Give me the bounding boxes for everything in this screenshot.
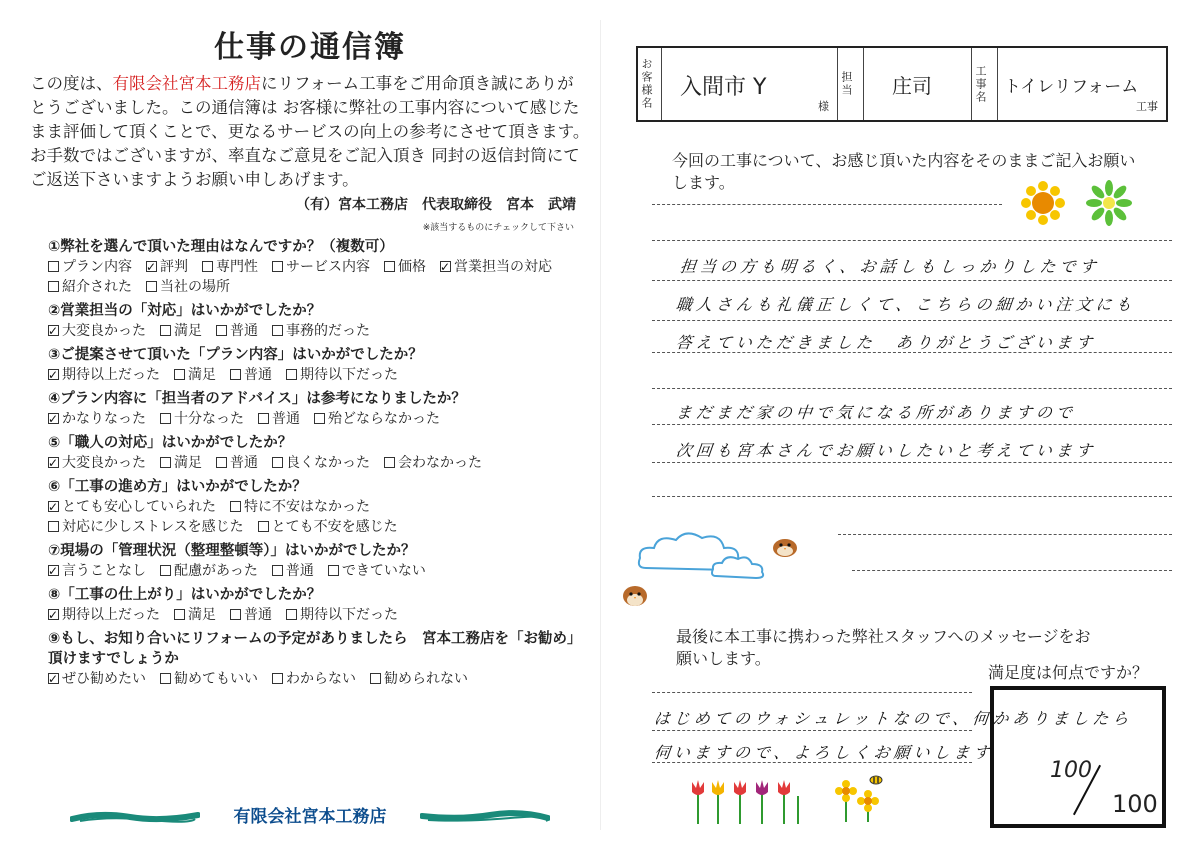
option-label: 普通 (244, 607, 272, 623)
checkbox[interactable] (230, 501, 241, 512)
customer-label: お客様名 (640, 58, 653, 110)
checkbox[interactable] (314, 413, 325, 424)
question-title: ⑨もし、お知り合いにリフォームの予定がありましたら 宮本工務店を「お勧め」頂けますでしょうか (48, 631, 582, 667)
checkbox[interactable] (174, 369, 185, 380)
option-label: 普通 (230, 323, 258, 339)
flowers-with-bee-icon (832, 772, 886, 824)
checkbox[interactable] (160, 325, 171, 336)
dashed-line (652, 424, 1172, 425)
option-item[interactable] (440, 257, 552, 277)
checked-checkbox[interactable] (48, 325, 59, 336)
tulips-icon (688, 776, 808, 826)
option-label: 言うことなし (62, 563, 146, 579)
option-label: 期待以下だった (300, 367, 398, 383)
option-item[interactable] (272, 669, 356, 689)
option-label: 普通 (244, 367, 272, 383)
customer-name: 入間市 Y (680, 75, 767, 100)
checked-checkbox[interactable] (48, 413, 59, 424)
checkbox[interactable] (160, 673, 171, 684)
option-label: わからない (286, 671, 356, 687)
handwritten-line: 職人さんも礼儀正しくて、こちらの細かい注文にも (674, 295, 1137, 314)
option-item[interactable] (48, 453, 146, 473)
option-label: 価格 (398, 259, 426, 275)
sunflower-icon (1020, 180, 1066, 226)
option-label: かなりなった (62, 411, 146, 427)
center-divider (600, 20, 601, 830)
option-item[interactable] (286, 365, 398, 385)
option-label: 満足 (174, 455, 202, 471)
option-label: 期待以下だった (300, 607, 398, 623)
option-item[interactable] (48, 409, 146, 429)
handwritten-line: まだまだ家の中で気になる所がありますので (674, 403, 1077, 422)
option-label: 紹介された (62, 279, 132, 295)
question-title: ①弊社を選んで頂いた理由はなんですか？（複数可） (48, 239, 394, 255)
option-label: 勧めてもいい (174, 671, 258, 687)
question-title: ③ご提案させて頂いた「プラン内容」はいかがでしたか？ (48, 347, 423, 363)
question-block (30, 629, 590, 689)
intro-text (30, 72, 590, 192)
intro-company: 有限会社宮本工務店 (112, 74, 261, 93)
checkbox[interactable] (370, 673, 381, 684)
handwritten-line: はじめてのウォシュレットなので、何かありましたら (652, 709, 1134, 728)
checkbox[interactable] (48, 521, 59, 532)
option-item[interactable] (160, 409, 244, 429)
option-item[interactable] (48, 257, 132, 277)
option-label: プラン内容 (62, 259, 132, 275)
checkbox[interactable] (160, 413, 171, 424)
satisfaction-score: 100 (1050, 758, 1092, 783)
option-item[interactable] (160, 321, 202, 341)
dashed-line (652, 320, 1172, 321)
dashed-line (652, 462, 1172, 463)
checked-checkbox[interactable] (48, 565, 59, 576)
handwritten-line: 答えていただきました ありがとうございます (674, 333, 1097, 352)
option-item[interactable] (160, 669, 258, 689)
option-label: 十分なった (174, 411, 244, 427)
intro-post: にリフォーム工事をご用命頂き誠にありがとうございました。この通信簿は お客様に弊社の工事内容について感じたまま評価して頂くことで、更なるサービスの向上の参考にさせて頂きます。お手数ではございますが、率直なご意見をご記入頂き 同封の返信封筒にてご返送下さいますようお願い申しあげます。 (30, 74, 590, 189)
handwritten-line: 担当の方も明るく、お話しもしっかりしたです (678, 257, 1101, 276)
footer-left (30, 796, 590, 836)
option-label: 配慮があった (174, 563, 258, 579)
customer-info-table (636, 46, 1168, 122)
staff-label-cell (838, 48, 864, 120)
checked-checkbox[interactable] (48, 457, 59, 468)
left-panel (30, 22, 590, 689)
option-item[interactable] (216, 453, 258, 473)
option-item[interactable] (174, 365, 216, 385)
footer-company: 有限会社宮本工務店 (233, 807, 387, 827)
option-item[interactable] (146, 277, 230, 297)
page-title: 仕事の通信簿 (214, 30, 406, 65)
option-item[interactable] (146, 257, 188, 277)
option-item[interactable] (48, 561, 146, 581)
option-item[interactable] (328, 561, 426, 581)
brush-stroke-right-icon (420, 810, 550, 824)
option-label: 普通 (272, 411, 300, 427)
checkbox[interactable] (272, 565, 283, 576)
option-label: 事務的だった (286, 323, 370, 339)
option-item[interactable] (258, 409, 300, 429)
message-prompt: 最後に本工事に携わった弊社スタッフへのメッセージをお願いします。 (676, 627, 1091, 668)
dashed-line (652, 388, 1172, 389)
signature: （有）宮本工務店 代表取締役 宮本 武靖 (296, 197, 576, 213)
option-label: 期待以上だった (62, 367, 160, 383)
work-label-cell (972, 48, 998, 120)
option-item[interactable] (230, 365, 272, 385)
checkbox[interactable] (216, 457, 227, 468)
customer-name-cell (662, 48, 838, 120)
checkbox[interactable] (286, 369, 297, 380)
question-block (30, 477, 590, 537)
staff-name: 庄司 (892, 74, 932, 98)
question-title: ⑦現場の「管理状況（整理整頓等）」はいかがでしたか？ (48, 543, 416, 559)
question-options (48, 409, 590, 429)
dashed-line (652, 496, 1172, 497)
customer-suffix: 様 (818, 100, 829, 113)
staff-name-cell (864, 48, 972, 120)
question-title: ⑥「工事の進め方」はいかがでしたか？ (48, 479, 307, 495)
question-block (30, 433, 590, 473)
option-item[interactable] (174, 605, 216, 625)
option-item[interactable] (370, 669, 468, 689)
option-label: 評判 (160, 259, 188, 275)
option-item[interactable] (48, 365, 160, 385)
checkbox[interactable] (272, 673, 283, 684)
option-label: 殆どならなかった (328, 411, 440, 427)
option-label: 満足 (174, 323, 202, 339)
handwritten-line: 伺いますので、よろしくお願いします (652, 743, 995, 762)
option-item[interactable] (314, 409, 440, 429)
option-label: 普通 (230, 455, 258, 471)
dashed-line (838, 534, 1172, 535)
option-item[interactable] (230, 497, 370, 517)
green-flower-icon (1086, 180, 1132, 226)
option-item[interactable] (202, 257, 258, 277)
option-label: できていない (341, 563, 426, 579)
option-label: 満足 (188, 607, 216, 623)
option-item[interactable] (48, 321, 146, 341)
option-item[interactable] (272, 561, 314, 581)
dashed-line (652, 240, 1172, 241)
bird-right-icon (768, 532, 802, 560)
checkbox[interactable] (230, 609, 241, 620)
work-label: 工事名 (974, 64, 987, 104)
question-options (48, 605, 590, 625)
option-item[interactable] (384, 453, 482, 473)
comment-prompt: 今回の工事について、お感じ頂いた内容をそのままご記入お願いします。 (672, 151, 1136, 192)
option-label: 対応に少しストレスを感じた (62, 519, 244, 535)
checkbox[interactable] (48, 281, 59, 292)
option-item[interactable] (216, 321, 258, 341)
option-item[interactable] (384, 257, 426, 277)
option-label: 普通 (285, 563, 314, 579)
handwritten-line: 次回も宮本さんでお願いしたいと考えています (674, 441, 1097, 460)
checkbox[interactable] (202, 261, 213, 272)
option-label: 満足 (188, 367, 216, 383)
work-name-cell (998, 48, 1166, 120)
question-title: ②営業担当の「対応」はいかがでしたか？ (48, 303, 322, 319)
dashed-line (652, 692, 972, 693)
checkbox[interactable] (258, 413, 269, 424)
checkbox[interactable] (328, 565, 339, 576)
dashed-line (652, 204, 1002, 205)
question-block (30, 237, 590, 297)
option-label: ぜひ勧めたい (62, 671, 146, 687)
checkbox[interactable] (258, 521, 269, 532)
question-options (48, 453, 590, 473)
work-suffix: 工事 (1136, 100, 1158, 113)
question-options (48, 365, 590, 385)
checkbox[interactable] (384, 261, 395, 272)
checked-checkbox[interactable] (146, 261, 157, 272)
checkbox[interactable] (272, 325, 283, 336)
checked-checkbox[interactable] (48, 501, 59, 512)
option-item[interactable] (272, 453, 370, 473)
option-label: 勧められない (384, 671, 468, 687)
question-options (48, 497, 590, 537)
checked-checkbox[interactable] (48, 673, 59, 684)
checkbox[interactable] (230, 369, 241, 380)
option-label: 期待以上だった (62, 607, 160, 623)
checked-checkbox[interactable] (440, 261, 451, 272)
checkbox[interactable] (146, 281, 157, 292)
checkbox[interactable] (174, 609, 185, 620)
option-label: 良くなかった (286, 455, 370, 471)
question-title: ⑤「職人の対応」はいかがでしたか？ (48, 435, 293, 451)
option-item[interactable] (48, 277, 132, 297)
option-label: 営業担当の対応 (454, 259, 552, 275)
option-label: 大変良かった (62, 455, 146, 471)
intro-pre: この度は、 (30, 74, 113, 93)
option-item[interactable] (230, 605, 272, 625)
staff-label: 担当 (840, 71, 853, 97)
option-label: とても不安を感じた (271, 519, 398, 535)
question-options (48, 561, 590, 581)
checked-checkbox[interactable] (48, 609, 59, 620)
dashed-line (652, 280, 1172, 281)
question-block (30, 301, 590, 341)
option-item[interactable] (272, 257, 370, 277)
question-options (48, 257, 590, 297)
checkbox[interactable] (160, 457, 171, 468)
checkbox[interactable] (384, 457, 395, 468)
checkbox[interactable] (272, 261, 283, 272)
work-name: トイレリフォーム (1004, 77, 1139, 97)
option-item[interactable] (258, 517, 398, 537)
option-label: とても安心していられた (62, 499, 216, 515)
option-item[interactable] (48, 497, 216, 517)
option-item[interactable] (160, 561, 258, 581)
checkbox[interactable] (160, 565, 171, 576)
option-label: 専門性 (216, 259, 258, 275)
option-item[interactable] (286, 605, 398, 625)
customer-label-cell (638, 48, 662, 120)
question-block (30, 585, 590, 625)
question-options (48, 669, 590, 689)
question-title: ④プラン内容に「担当者のアドバイス」は参考になりましたか？ (48, 391, 466, 407)
checkbox[interactable] (286, 609, 297, 620)
question-block (30, 345, 590, 385)
questions-list (30, 237, 590, 689)
question-options (48, 321, 590, 341)
checkbox[interactable] (272, 457, 283, 468)
option-item[interactable] (272, 321, 370, 341)
option-item[interactable] (160, 453, 202, 473)
question-title: ⑧「工事の仕上がり」はいかがでしたか？ (48, 587, 322, 603)
dashed-line (652, 730, 972, 731)
option-item[interactable] (48, 517, 244, 537)
check-note: ※該当するものにチェックして下さい (422, 223, 574, 233)
option-item[interactable] (48, 669, 146, 689)
satisfaction-label: 満足度は何点ですか？ (988, 663, 1149, 682)
option-label: 会わなかった (398, 455, 482, 471)
option-label: 当社の場所 (160, 279, 230, 295)
option-label: サービス内容 (286, 259, 370, 275)
checkbox[interactable] (216, 325, 227, 336)
question-block (30, 541, 590, 581)
satisfaction-max: 100 (1112, 790, 1158, 818)
option-item[interactable] (48, 605, 160, 625)
option-label: 大変良かった (62, 323, 146, 339)
checked-checkbox[interactable] (48, 369, 59, 380)
dashed-line (852, 570, 1172, 571)
bird-left-icon (618, 580, 652, 610)
cloud-small-icon (710, 552, 770, 582)
checkbox[interactable] (48, 261, 59, 272)
question-block (30, 389, 590, 429)
option-label: 特に不安はなかった (244, 499, 370, 515)
